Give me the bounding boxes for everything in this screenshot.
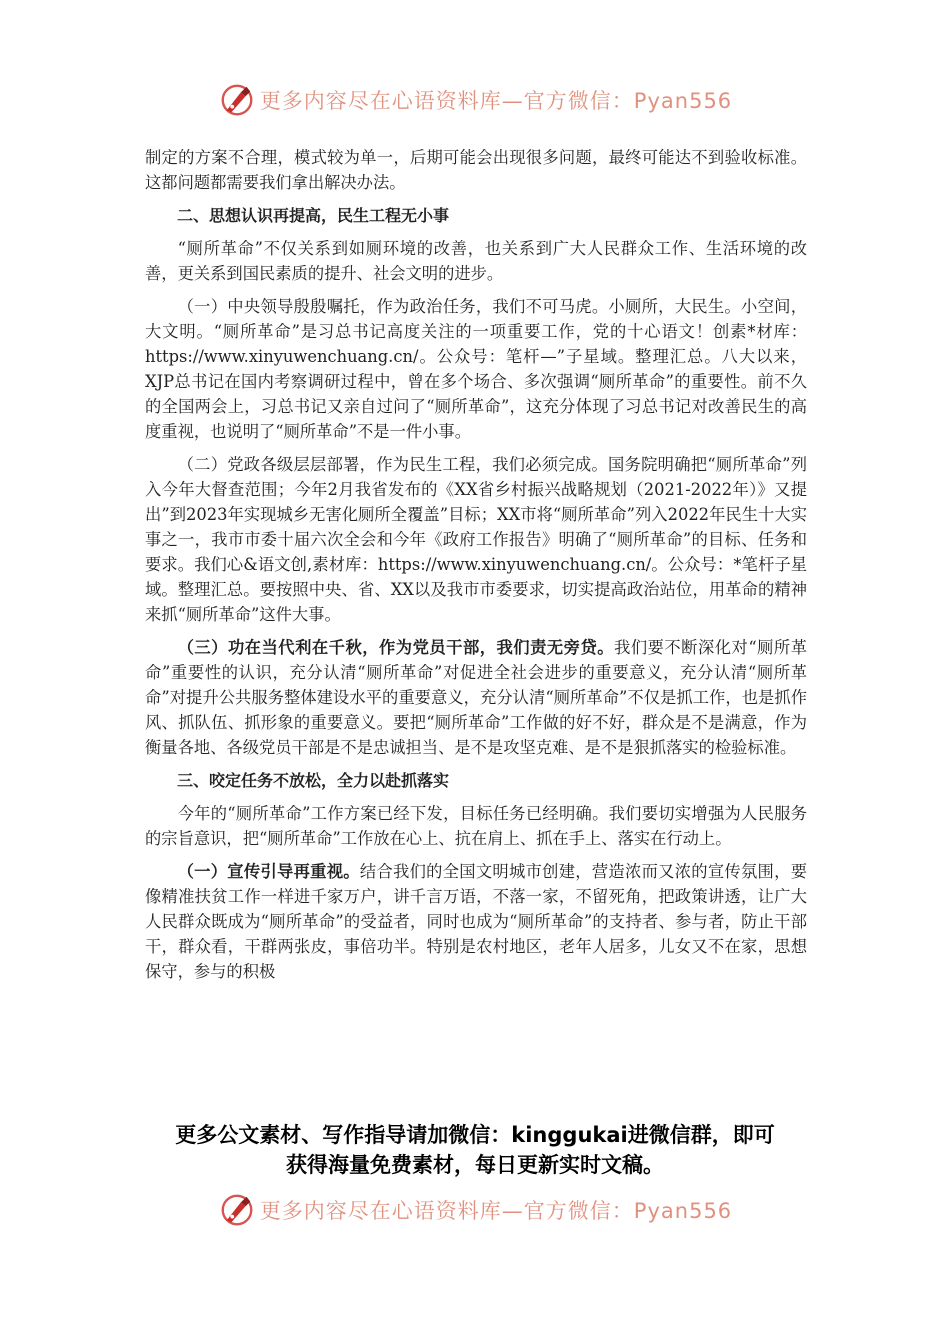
promo-notice xyxy=(110,1120,840,1180)
header-watermark xyxy=(0,80,950,120)
paragraph: （二）党政各级层层部署，作为民生工程，我们必须完成。国务院明确把“厕所革命”列入今年大督查范围；今年2月我省发布的《XX省乡村振兴战略规划（2021-2022年）》又提出”到2023年实现城乡无害化厕所全覆盖”目标；XX市将“厕所革命”列入2022年民生十大实事之一，我市市委十届六次全会和今年《政府工作报告》明确了“厕所革命”的目标、任务和要求。我们心&语文创,素材库：https://www.xinyuwenchuang.cn/。公众号：*笔杆子星域。整理汇总。要按照中央、省、XX以及我市市委要求，切实提高政治站位，用革命的精神来抓“厕所革命”这件大事。 xyxy=(145,455,807,624)
paragraph xyxy=(145,859,807,984)
promo-line: 获得海量免费素材，每日更新实时文稿。 xyxy=(286,1153,664,1177)
section-heading: 二、思想认识再提高，民生工程无小事 xyxy=(177,206,450,225)
promo-line: 更多公文素材、写作指导请加微信：kinggukai进微信群，即可 xyxy=(175,1123,775,1147)
document-body xyxy=(145,145,807,992)
pen-nib-icon xyxy=(218,1191,256,1229)
section-heading: 三、咬定任务不放松，全力以赴抓落实 xyxy=(177,771,450,790)
paragraph: 今年的“厕所革命”工作方案已经下发，目标任务已经明确。我们要切实增强为人民服务的宗旨意识，把“厕所革命”工作放在心上、抗在肩上、抓在手上、落实在行动上。 xyxy=(145,804,807,848)
paragraph xyxy=(145,635,807,760)
paragraph-text: 我们要不断深化对“厕所革命”重要性的认识，充分认清“厕所革命”对促进全社会进步的重要意义，充分认清“厕所革命”对提升公共服务整体建设水平的重要意义，充分认清“厕所革命”不仅是抓工作，也是抓作风、抓队伍、抓形象的重要意义。要把“厕所革命”工作做的好不好，群众是不是满意，作为衡量各地、各级党员干部是不是忠诚担当、是不是攻坚克难、是不是狠抓落实的检验标准。 xyxy=(145,638,807,757)
pen-nib-icon xyxy=(218,81,256,119)
paragraph: （一）中央领导殷殷嘱托，作为政治任务，我们不可马虎。小厕所，大民生。小空间，大文明。“厕所革命”是习总书记高度关注的一项重要工作，党的十心语文！创素*材库：https://www.xinyuwenchuang.cn/。公众号：笔杆—”子星域。整理汇总。八大以来，XJP总书记在国内考察调研过程中，曾在多个场合、多次强调“厕所革命”的重要性。前不久的全国两会上，习总书记又亲自过问了“厕所革命”，这充分体现了习总书记对改善民生的高度重视，也说明了“厕所革命”不是一件小事。 xyxy=(145,297,807,441)
paragraph-lead: （三）功在当代利在千秋，作为党员干部，我们责无旁贷。 xyxy=(177,638,615,657)
paragraph-lead: （一）宣传引导再重视。 xyxy=(177,862,360,881)
footer-watermark xyxy=(0,1190,950,1230)
watermark-text: 更多内容尽在心语资料库—官方微信：Pyan556 xyxy=(259,1199,733,1223)
watermark-text: 更多内容尽在心语资料库—官方微信：Pyan556 xyxy=(259,89,733,113)
paragraph: “厕所革命”不仅关系到如厕环境的改善，也关系到广大人民群众工作、生活环境的改善，更关系到国民素质的提升、社会文明的进步。 xyxy=(145,239,807,283)
paragraph: 制定的方案不合理，模式较为单一，后期可能会出现很多问题，最终可能达不到验收标准。这都问题都需要我们拿出解决办法。 xyxy=(145,148,807,192)
paragraph-text: 结合我们的全国文明城市创建，营造浓而又浓的宣传氛围，要像精准扶贫工作一样进千家万户，讲千言万语，不落一家，不留死角，把政策讲透，让广大人民群众既成为“厕所革命”的受益者，同时也成为“厕所革命”的支持者、参与者，防止干部干，群众看，干群两张皮，事倍功半。特别是农村地区，老年人居多，儿女又不在家，思想保守，参与的积极 xyxy=(145,862,807,981)
